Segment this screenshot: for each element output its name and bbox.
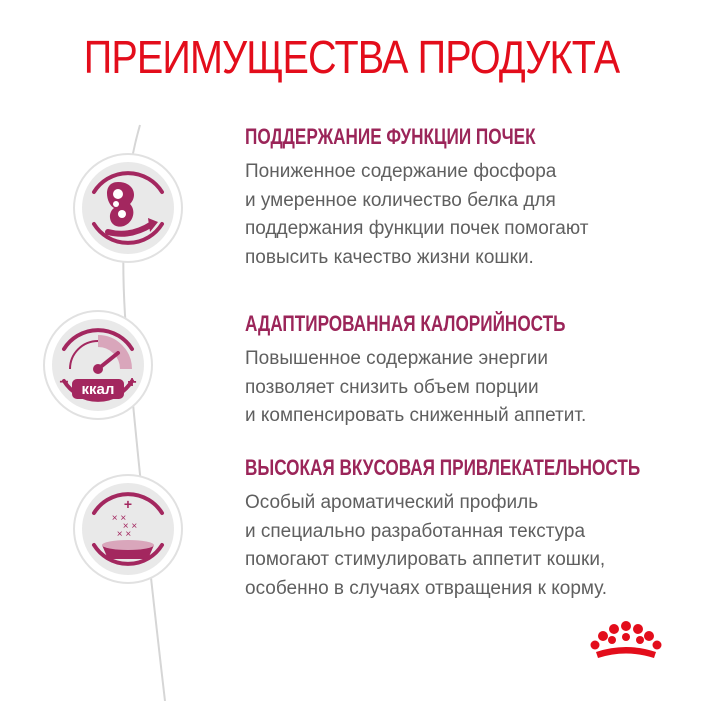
feature-line: и специально разработанная текстура: [245, 520, 586, 542]
svg-text:× ×: × ×: [111, 513, 127, 524]
svg-text:× ×: × ×: [122, 521, 138, 532]
kidney-icon: [72, 152, 184, 264]
feature-line: помогают стимулировать аппетит кошки,: [245, 549, 606, 570]
calorie-gauge-icon: [42, 309, 154, 421]
feature-heading: ВЫСОКАЯ ВКУСОВАЯ ПРИВЛЕКАТЕЛЬНОСТЬ: [245, 455, 641, 480]
feature-line: повысить качество жизни кошки.: [245, 246, 534, 268]
feature-line: и умеренное количество белка для: [245, 189, 556, 211]
feature-palatability: [245, 455, 685, 603]
feature-line: особенно в случаях отвращения к корму.: [245, 577, 608, 599]
plus-sign: +: [127, 374, 137, 391]
svg-text:+: +: [123, 496, 133, 512]
feature-line: поддержания функции почек помогают: [245, 218, 589, 239]
page-title: ПРЕИМУЩЕСТВА ПРОДУКТА: [83, 31, 620, 83]
feature-heading: АДАПТИРОВАННАЯ КАЛОРИЙНОСТЬ: [245, 311, 566, 336]
kcal-label: ккал: [81, 381, 115, 398]
minus-sign: −: [59, 374, 69, 391]
royal-canin-crown-logo: [588, 618, 664, 664]
feature-line: и компенсировать сниженный аппетит.: [245, 405, 587, 426]
feature-text: [245, 345, 685, 431]
feature-calories: [245, 311, 685, 431]
food-bowl-icon: [72, 473, 184, 585]
feature-line: Особый ароматический профиль: [245, 492, 539, 513]
feature-line: позволяет снизить объем порции: [245, 376, 539, 398]
feature-text: [245, 158, 685, 272]
feature-kidney: [245, 124, 685, 272]
feature-heading: ПОДДЕРЖАНИЕ ФУНКЦИИ ПОЧЕК: [245, 124, 536, 149]
feature-line: Пониженное содержание фосфора: [245, 161, 557, 182]
feature-text: [245, 489, 685, 603]
svg-text:× ×: × ×: [116, 529, 132, 540]
feature-line: Повышенное содержание энергии: [245, 348, 548, 369]
